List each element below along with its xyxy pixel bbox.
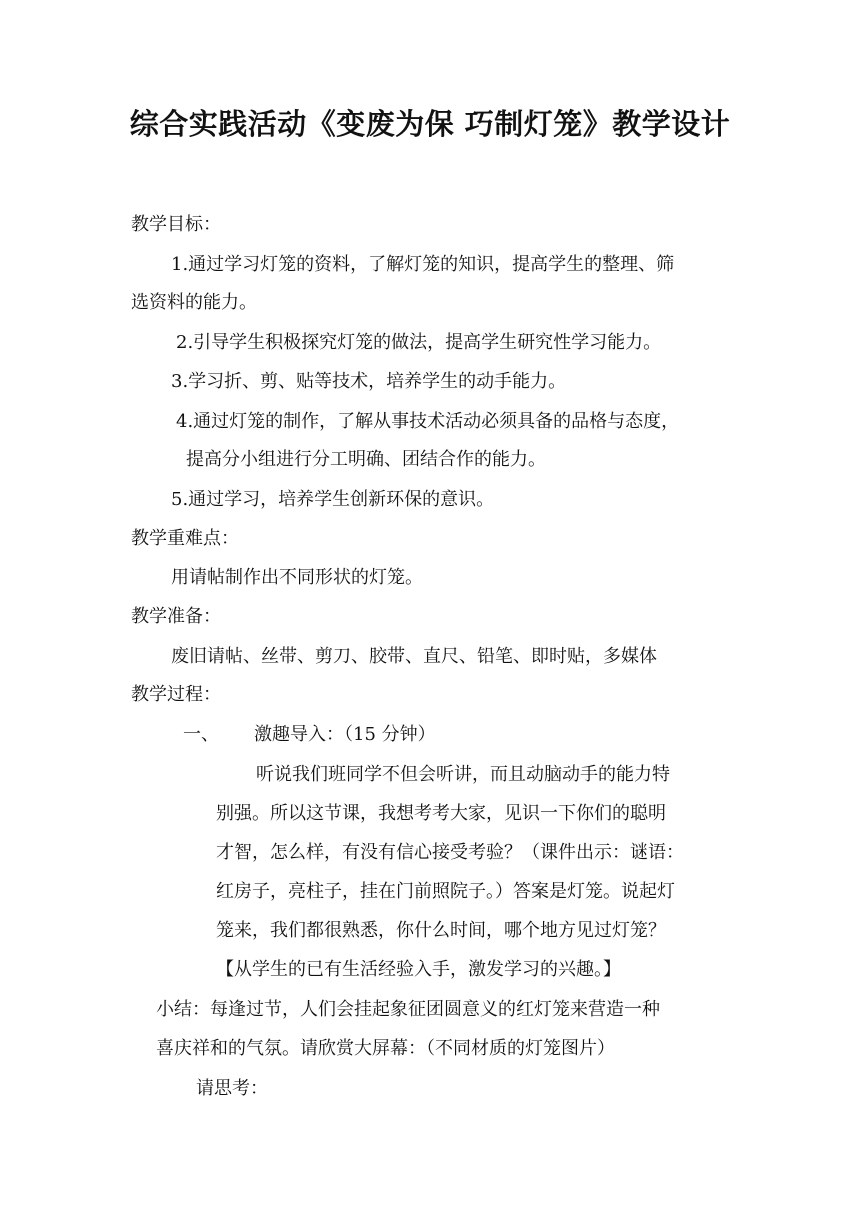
keypoints-text: 用请帖制作出不同形状的灯笼。 [171,567,423,588]
objective-4-line-1: 4.通过灯笼的制作，了解从事技术活动必须具备的品格与态度， [176,411,680,432]
objective-3: 3.学习折、剪、贴等技术，培养学生的动手能力。 [171,371,567,392]
prep-text: 废旧请帖、丝带、剪刀、胶带、直尺、铅笔、即时贴，多媒体 [171,646,657,667]
step-1-number: 一、 [183,724,219,745]
step-1-body-line-2: 别强。所以这节课，我想考考大家，见识一下你们的聪明 [216,803,666,824]
step-1-body-line-3: 才智，怎么样，有没有信心接受考验？（课件出示：谜语： [216,842,684,863]
summary-line-2: 喜庆祥和的气氛。请欣赏大屏幕：（不同材质的灯笼图片） [156,1038,615,1059]
step-1-title: 激趣导入：（15 分钟） [254,724,436,745]
prep-heading: 教学准备： [131,606,221,627]
objective-2: 2.引导学生积极探究灯笼的做法，提高学生研究性学习能力。 [176,332,662,353]
objective-1-line-2: 选资料的能力。 [131,292,257,313]
step-1-note: 【从学生的已有生活经验入手，激发学习的兴趣。】 [216,959,621,980]
objective-4-line-2: 提高分小组进行分工明确、团结合作的能力。 [186,449,546,470]
step-1-body-line-5: 笼来，我们都很熟悉，你什么时间，哪个地方见过灯笼？ [216,920,666,941]
step-1-body-line-4: 红房子，亮柱子，挂在门前照院子。）答案是灯笼。说起灯 [216,881,675,902]
think-prompt: 请思考： [196,1078,268,1099]
objective-1-line-1: 1.通过学习灯笼的资料，了解灯笼的知识，提高学生的整理、筛 [171,254,675,275]
keypoints-heading: 教学重难点： [131,528,239,549]
objectives-heading: 教学目标： [131,214,221,235]
process-heading: 教学过程： [131,684,221,705]
document-title: 综合实践活动《变废为保 巧制灯笼》教学设计 [129,107,731,141]
step-1-body-line-1: 听说我们班同学不但会听讲，而且动脑动手的能力特 [256,764,670,785]
summary-line-1: 小结：每逢过节，人们会挂起象征团圆意义的红灯笼来营造一种 [156,999,660,1020]
objective-5: 5.通过学习，培养学生创新环保的意识。 [171,489,495,510]
